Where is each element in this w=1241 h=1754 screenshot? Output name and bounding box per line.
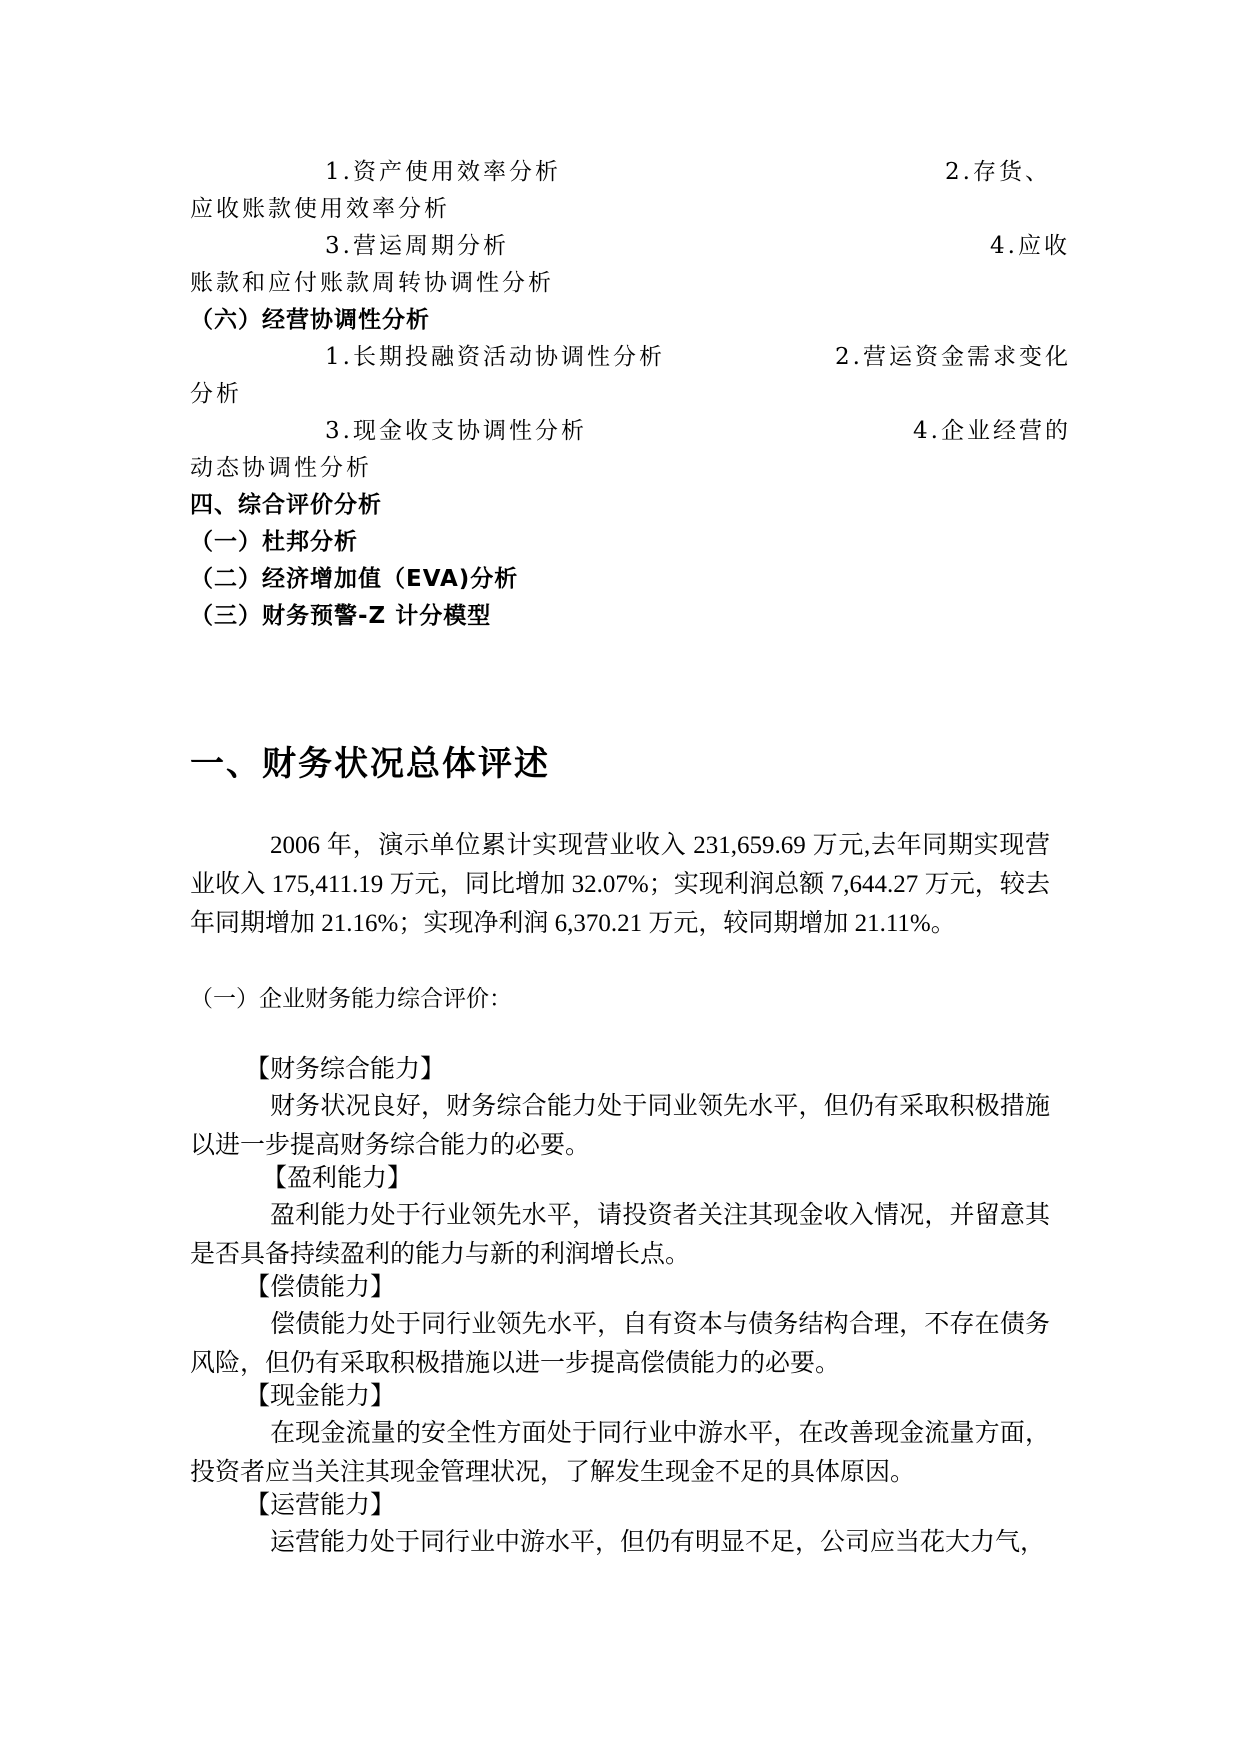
toc-item-continuation: 动态协调性分析: [190, 455, 372, 481]
toc-item-operating-cycle: 3.营运周期分析: [325, 233, 509, 259]
subsection-heading: （一）企业财务能力综合评价：: [190, 986, 512, 1012]
toc-item-continuation: 分析: [190, 381, 242, 407]
ability-label: 【盈利能力】: [262, 1165, 413, 1192]
toc-section-heading: （三）财务预警-Z 计分模型: [190, 603, 492, 629]
section-title: 一、财务状况总体评述: [190, 744, 550, 784]
ability-text: 财务状况良好，财务综合能力处于同业领先水平，但仍有采取积极措施以进一步提高财务综合能力的必要。: [190, 1093, 1050, 1159]
toc-item-continuation: 账款和应付账款周转协调性分析: [190, 270, 554, 296]
ability-label: 【运营能力】: [245, 1492, 396, 1519]
ability-label: 【偿债能力】: [245, 1274, 396, 1301]
toc-part-heading: 四、综合评价分析: [190, 492, 382, 518]
toc-section-heading: （一）杜邦分析: [190, 529, 358, 555]
ability-text: 偿债能力处于同行业领先水平，自有资本与债务结构合理，不存在债务风险，但仍有采取积极措施以进一步提高偿债能力的必要。: [190, 1311, 1050, 1377]
summary-paragraph: 2006 年，演示单位累计实现营业收入 231,659.69 万元,去年同期实现营业收入 175,411.19 万元，同比增加 32.07%；实现利润总额 7,644.27 万元，较去年同期增加 21.16%；实现净利润 6,370.21 万元，较同期增加 21.11%。: [190, 832, 1050, 937]
ability-text: 运营能力处于同行业中游水平，但仍有明显不足，公司应当花大力气，: [270, 1529, 1046, 1556]
toc-item-investment-financing: 1.长期投融资活动协调性分析: [325, 344, 665, 370]
toc-item-working-capital: 2.营运资金需求变化: [835, 344, 1071, 370]
ability-label: 【财务综合能力】: [245, 1056, 446, 1083]
ability-text: 盈利能力处于行业领先水平，请投资者关注其现金收入情况，并留意其是否具备持续盈利的能力与新的利润增长点。: [190, 1202, 1050, 1268]
toc-section-heading: （二）经济增加值（EVA)分析: [190, 566, 519, 592]
toc-section-heading: （六）经营协调性分析: [190, 307, 430, 333]
ability-label: 【现金能力】: [245, 1383, 396, 1410]
toc-item-asset-efficiency: 1.资产使用效率分析: [325, 159, 561, 185]
toc-item-continuation: 应收账款使用效率分析: [190, 196, 450, 222]
ability-text: 在现金流量的安全性方面处于同行业中游水平，在改善现金流量方面，投资者应当关注其现金管理状况，了解发生现金不足的具体原因。: [190, 1420, 1050, 1486]
toc-item-receivables: 4.应收: [990, 233, 1070, 259]
toc-item-dynamic: 4.企业经营的: [913, 418, 1071, 444]
toc-item-inventory: 2.存货、: [945, 159, 1051, 185]
toc-item-cash-flow: 3.现金收支协调性分析: [325, 418, 587, 444]
